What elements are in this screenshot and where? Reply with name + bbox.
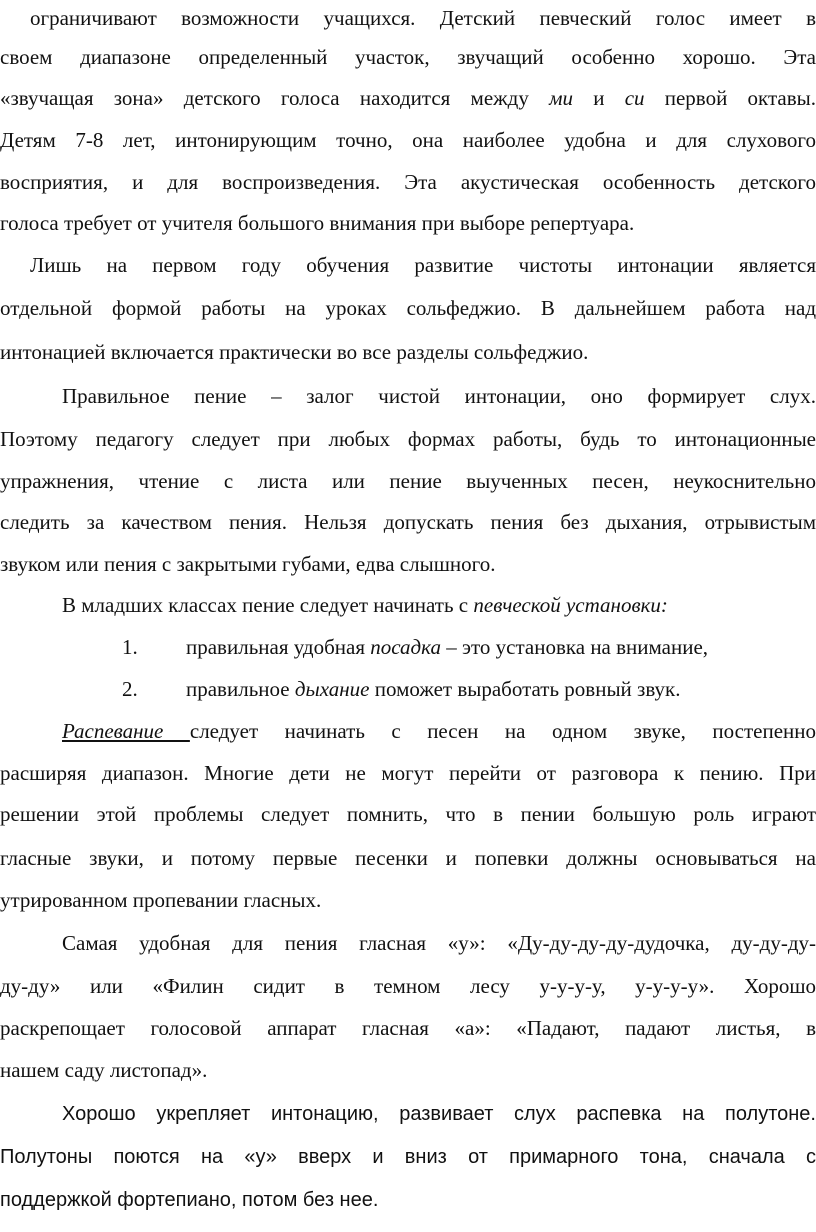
term-vocal-setup: певческой установки:: [473, 593, 668, 617]
p6-line-3: раскрепощает голосовой аппарат гласная «а»: «Падают, падают листья, в: [0, 1016, 816, 1040]
p1-line-1: ограничивают возможности учащихся. Детский певческий голос имеет в: [30, 6, 816, 30]
p1-line-6: голоса требует от учителя большого внимания при выборе репертуара.: [0, 211, 635, 235]
list-item-2-post: поможет выработать ровный звук.: [369, 677, 681, 701]
p2-line-2: отдельной формой работы на уроках сольфеджио. В дальнейшем работа над: [0, 296, 816, 320]
list-item-2-number: 2.: [122, 677, 138, 701]
p4-line-1-text: В младших классах пение следует начинать с: [62, 593, 474, 617]
p5-line-2: расширяя диапазон. Многие дети не могут перейти от разговора к пению. При: [0, 761, 816, 785]
note-si: си: [624, 86, 645, 110]
p5-line-1-text: следует начинать с песен на одном звуке, постепенно: [189, 719, 816, 743]
p3-line-2: Поэтому педагогу следует при любых формах работы, будь то интонационные: [0, 427, 816, 451]
p3-line-3: упражнения, чтение с листа или пение выученных песен, неукоснительно: [0, 469, 816, 493]
list-item-2: [186, 669, 681, 709]
p6-line-4: нашем саду листопад».: [0, 1058, 208, 1082]
p1-line-4: Детям 7-8 лет, интонирующим точно, она наиболее удобна и для слухового: [0, 128, 816, 152]
list-item-1-post: – это установка на внимание,: [440, 635, 709, 659]
p1-line-5: восприятия, и для воспроизведения. Эта акустическая особенность детского: [0, 170, 816, 194]
p1-line-3-c: первой октавы.: [644, 86, 816, 110]
p1-line-3-b: и: [573, 86, 625, 110]
p5-line-4: гласные звуки, и потому первые песенки и попевки должны основываться на: [0, 846, 816, 870]
p5-line-5: утрированном пропевании гласных.: [0, 888, 322, 912]
list-item-1-pre: правильная удобная: [186, 635, 371, 659]
p7-line-1: Хорошо укрепляет интонацию, развивает слух распевка на полутоне.: [62, 1103, 816, 1125]
p2-line-3: интонацией включается практически во все разделы сольфеджио.: [0, 340, 589, 364]
list-item-2-pre: правильное: [186, 677, 295, 701]
p7-line-3: поддержкой фортепиано, потом без нее.: [0, 1189, 379, 1211]
p1-line-3-a: «звучащая зона» детского голоса находится между: [0, 86, 550, 110]
p6-line-2: ду-ду» или «Филин сидит в темном лесу у-у-у-у, у-у-у-у». Хорошо: [0, 974, 816, 998]
term-breathing: дыхание: [294, 677, 370, 701]
p1-line-2: своем диапазоне определенный участок, звучащий особенно хорошо. Эта: [0, 45, 816, 69]
p3-line-1: Правильное пение – залог чистой интонации, оно формирует слух.: [62, 384, 816, 408]
p4-line-1: [62, 585, 816, 625]
note-mi: ми: [549, 86, 573, 110]
p5-line-3: решении этой проблемы следует помнить, что в пении большую роль играют: [0, 802, 816, 826]
list-item-1: [186, 627, 708, 667]
p5-line-1: [62, 711, 816, 751]
list-item-1-number: 1.: [122, 635, 138, 659]
term-posture: посадка: [370, 635, 441, 659]
p7-line-2: Полутоны поются на «у» вверх и вниз от примарного тона, сначала с: [0, 1146, 816, 1168]
p3-line-4: следить за качеством пения. Нельзя допускать пения без дыхания, отрывистым: [0, 510, 816, 534]
p6-line-1: Самая удобная для пения гласная «у»: «Ду-ду-ду-ду-дудочка, ду-ду-ду-: [62, 931, 816, 955]
term-warmup: Распевание: [62, 719, 190, 743]
p2-line-1: Лишь на первом году обучения развитие чистоты интонации является: [30, 253, 816, 277]
p1-line-3: [0, 78, 816, 118]
p3-line-5: звуком или пения с закрытыми губами, едва слышного.: [0, 552, 496, 576]
